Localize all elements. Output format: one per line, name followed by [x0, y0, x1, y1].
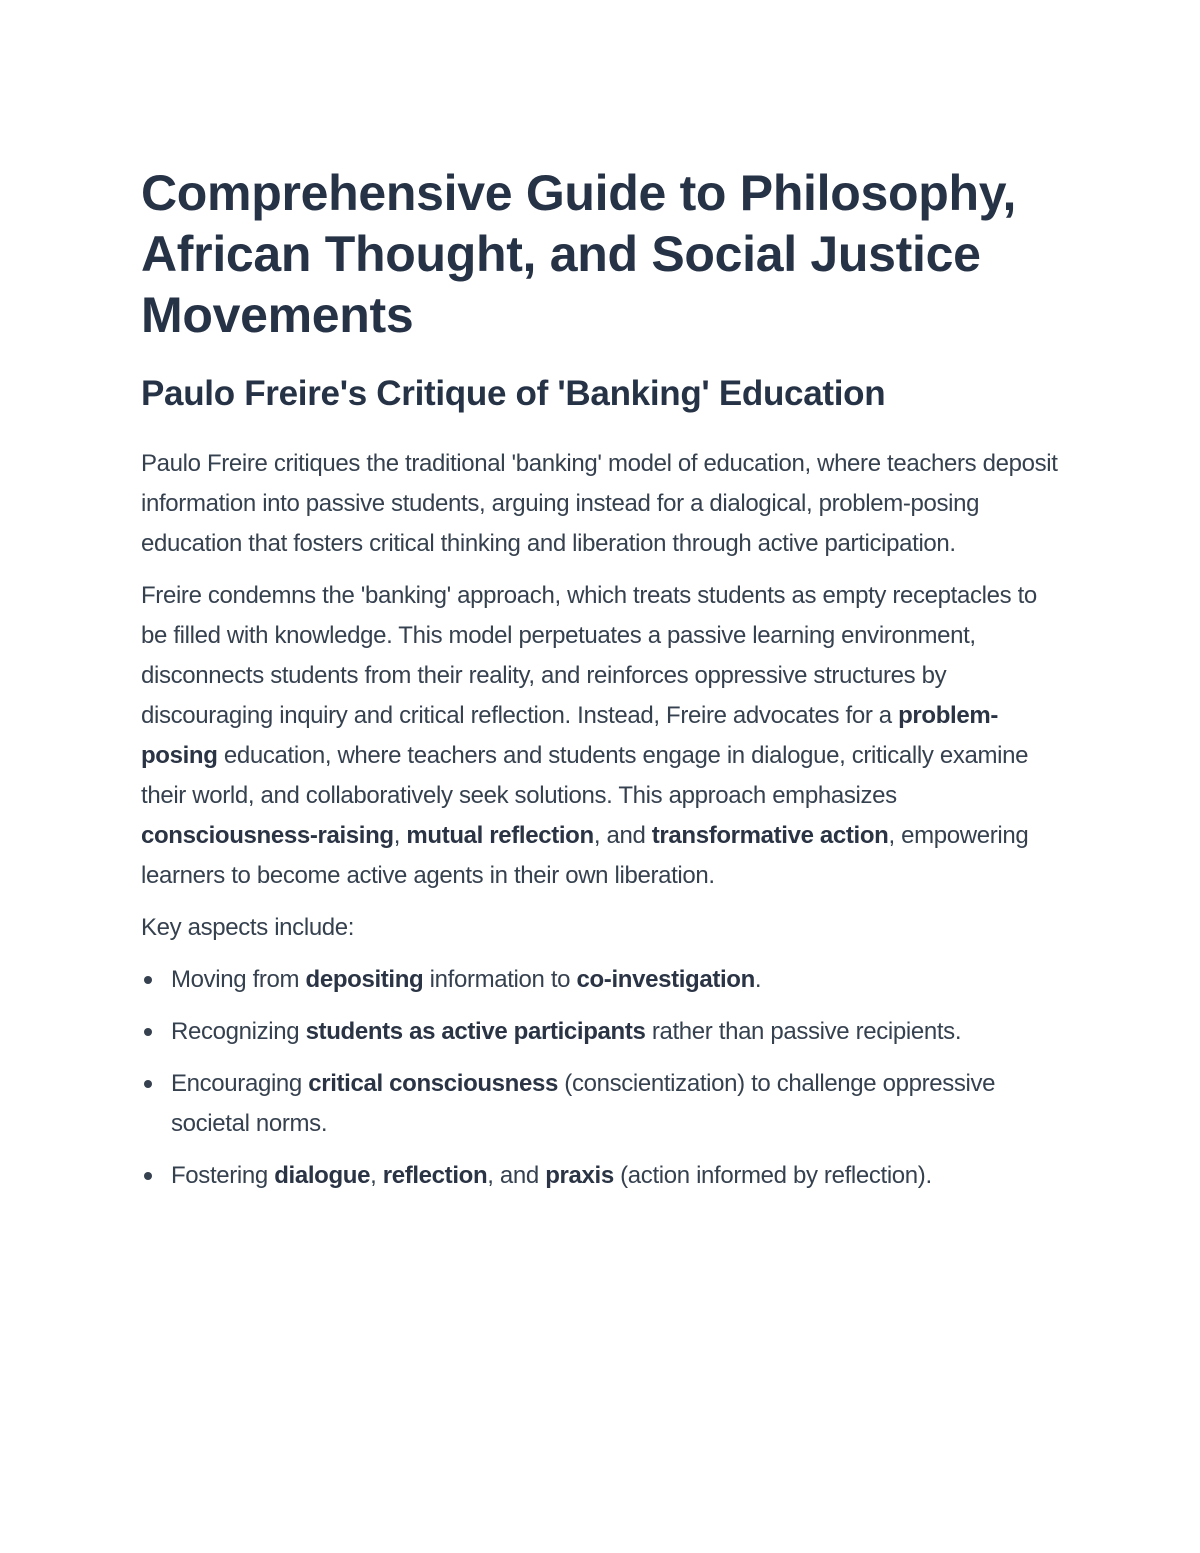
list-item-emphasis: critical consciousness: [308, 1070, 558, 1097]
key-aspects-list: [141, 960, 1061, 1196]
emphasis-transformative-action: transformative action: [651, 822, 889, 849]
section-heading: Paulo Freire's Critique of 'Banking' Education: [141, 374, 886, 413]
emphasis-mutual-reflection: mutual reflection: [406, 822, 594, 849]
body-paragraph: [141, 576, 1061, 896]
list-item-emphasis: co-investigation: [576, 966, 755, 993]
list-item-text: (action informed by reflection).: [613, 1162, 932, 1189]
emphasis-problem-posing: problem-posing: [141, 702, 998, 769]
document-page: [141, 163, 1061, 1208]
list-item: [141, 1064, 1061, 1144]
body-text: ,: [393, 822, 407, 849]
bullet-icon: [144, 1080, 152, 1088]
bullet-icon: [144, 1028, 152, 1036]
bullet-icon: [144, 976, 152, 984]
list-item-text: ,: [370, 1162, 383, 1189]
list-item: [141, 1156, 1061, 1196]
list-item-emphasis: dialogue: [274, 1162, 371, 1189]
emphasis-consciousness-raising: consciousness-raising: [141, 822, 394, 849]
list-item-text: Moving from: [171, 966, 306, 993]
body-text: education, where teachers and students engage in dialogue, critically examine their world, and collaboratively seek solutions. This approach emphasizes: [141, 742, 1029, 809]
list-item-text: , and: [487, 1162, 546, 1189]
body-text: , empowering learners to become active agents in their own liberation.: [141, 822, 1029, 889]
list-item-emphasis: students as active participants: [305, 1018, 646, 1045]
list-lead: Key aspects include:: [141, 914, 355, 941]
list-item-text: Fostering: [171, 1162, 275, 1189]
body-text: Freire condemns the 'banking' approach, which treats students as empty receptacles to be filled with knowledge. This model perpetuates a passive learning environment, disconnects students from their reality, and reinforces oppressive structures by discouraging inquiry and critical reflection. Instead, Freire advocates for a: [141, 582, 1037, 729]
list-item-text: Recognizing: [171, 1018, 306, 1045]
body-text: , and: [593, 822, 652, 849]
list-item-text: information to: [423, 966, 577, 993]
intro-paragraph: Paulo Freire critiques the traditional 'banking' model of education, where teachers deposit information into passive students, arguing instead for a dialogical, problem-posing education that fosters critical thinking and liberation through active participation.: [141, 450, 1058, 557]
list-item-emphasis: reflection: [382, 1162, 488, 1189]
document-title: Comprehensive Guide to Philosophy, African Thought, and Social Justice Movements: [141, 165, 1017, 343]
list-item-text: Encouraging: [171, 1070, 309, 1097]
list-item-text: .: [754, 966, 762, 993]
list-item-emphasis: praxis: [545, 1162, 614, 1189]
list-item: [141, 960, 1061, 1000]
list-item-text: rather than passive recipients.: [645, 1018, 962, 1045]
list-item-text: (conscientization) to challenge oppressive societal norms.: [171, 1070, 996, 1137]
bullet-icon: [144, 1172, 152, 1180]
list-item: [141, 1012, 1061, 1052]
list-item-emphasis: depositing: [305, 966, 424, 993]
